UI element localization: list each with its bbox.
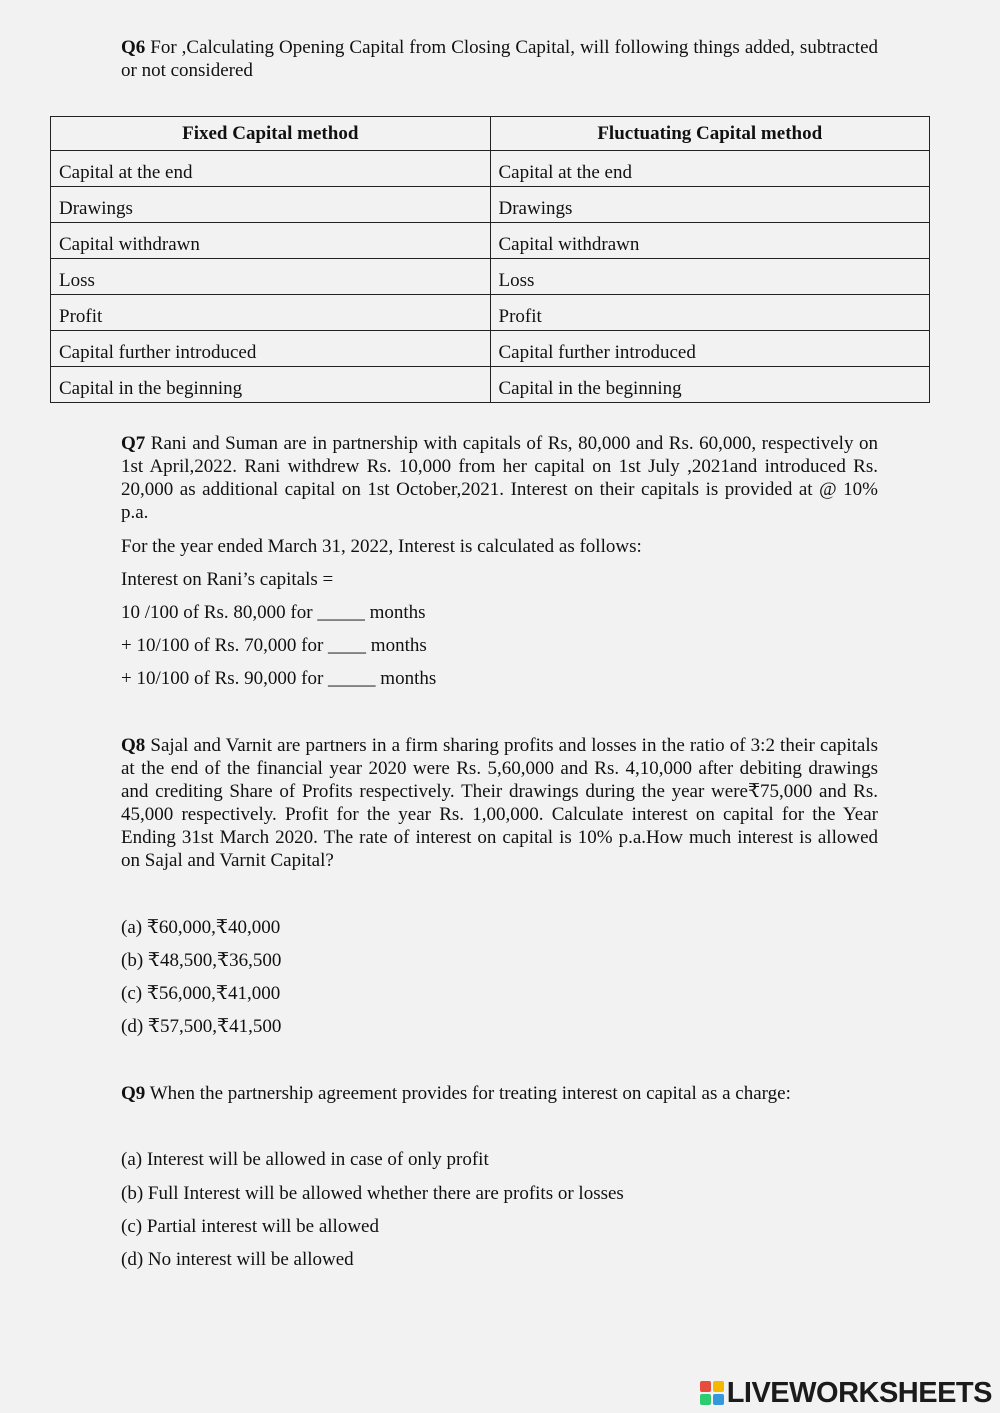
table-cell: Capital in the beginning (490, 367, 930, 403)
question-text: Rani and Suman are in partnership with capitals of Rs, 80,000 and Rs. 60,000, respectively on 1st April,2022. Rani withdrew Rs. 10,000 from her capital on 1st July ,2021and introduced Rs. 20,000 as additional capital on 1st October,2021. Interest on their capitals is provided at @ 10% p.a. (121, 433, 878, 523)
table-row (51, 295, 930, 331)
q7-line-4: + 10/100 of Rs. 70,000 for ____ months (121, 635, 427, 656)
q9-option-c: (c) Partial interest will be allowed (121, 1216, 379, 1237)
table-header-row (51, 117, 930, 151)
table-cell: Capital in the beginning (51, 367, 491, 403)
liveworksheets-brand[interactable] (700, 1377, 992, 1409)
table-row (51, 331, 930, 367)
question-number: Q9 (121, 1083, 146, 1104)
table-cell: Drawings (490, 187, 930, 223)
table-cell: Capital at the end (51, 151, 491, 187)
table-cell: Drawings (51, 187, 491, 223)
table-cell: Capital withdrawn (51, 223, 491, 259)
table-cell: Capital withdrawn (490, 223, 930, 259)
column-header-fixed: Fixed Capital method (51, 117, 491, 151)
q8-option-b: (b) ₹48,500,₹36,500 (121, 950, 282, 971)
q7-line-2: Interest on Rani’s capitals = (121, 569, 334, 590)
question-text: When the partnership agreement provides for treating interest on capital as a charge: (145, 1083, 791, 1104)
table-cell: Loss (490, 259, 930, 295)
q7-line-1: For the year ended March 31, 2022, Interest is calculated as follows: (121, 536, 642, 557)
table-cell: Capital further introduced (490, 331, 930, 367)
table-row (51, 223, 930, 259)
q7-line-3: 10 /100 of Rs. 80,000 for _____ months (121, 602, 426, 623)
table-row (51, 367, 930, 403)
question-number: Q7 (121, 433, 146, 454)
q9-option-a: (a) Interest will be allowed in case of only profit (121, 1149, 489, 1170)
table-cell: Capital at the end (490, 151, 930, 187)
table-cell: Loss (51, 259, 491, 295)
question-7 (121, 432, 878, 524)
table-row (51, 187, 930, 223)
q9-option-b: (b) Full Interest will be allowed whether there are profits or losses (121, 1183, 624, 1204)
liveworksheets-logo-icon (700, 1381, 724, 1405)
question-8 (121, 734, 878, 872)
q8-option-c: (c) ₹56,000,₹41,000 (121, 983, 281, 1004)
logo-square (700, 1381, 711, 1392)
q8-option-a: (a) ₹60,000,₹40,000 (121, 917, 281, 938)
question-9 (121, 1082, 878, 1105)
table-cell: Capital further introduced (51, 331, 491, 367)
question-text: For ,Calculating Opening Capital from Closing Capital, will following things added, subtracted or not considered (121, 37, 878, 81)
question-number: Q8 (121, 735, 146, 756)
q7-line-5: + 10/100 of Rs. 90,000 for _____ months (121, 668, 437, 689)
logo-square (713, 1394, 724, 1405)
q8-option-d: (d) ₹57,500,₹41,500 (121, 1016, 282, 1037)
brand-name: LIVEWORKSHEETS (726, 1376, 992, 1409)
table-cell: Profit (51, 295, 491, 331)
table-cell: Profit (490, 295, 930, 331)
question-number: Q6 (121, 37, 146, 58)
table-row (51, 151, 930, 187)
table-row (51, 259, 930, 295)
question-6 (121, 36, 878, 82)
logo-square (700, 1394, 711, 1405)
column-header-fluctuating: Fluctuating Capital method (490, 117, 930, 151)
question-text: Sajal and Varnit are partners in a firm sharing profits and losses in the ratio of 3:2 their capitals at the end of the financial year 2020 were Rs. 5,60,000 and Rs. 4,10,000 after debiting drawings and crediting Share of Profits respectively. Their drawings during the year were₹75,000 and Rs. 45,000 respectively. Profit for the year Rs. 1,00,000. Calculate interest on capital for the Year Ending 31st March 2020. The rate of interest on capital is 10% p.a.How much interest is allowed on Sajal and Varnit Capital? (121, 735, 878, 871)
logo-square (713, 1381, 724, 1392)
capital-methods-table (50, 116, 930, 403)
q9-option-d: (d) No interest will be allowed (121, 1249, 354, 1270)
